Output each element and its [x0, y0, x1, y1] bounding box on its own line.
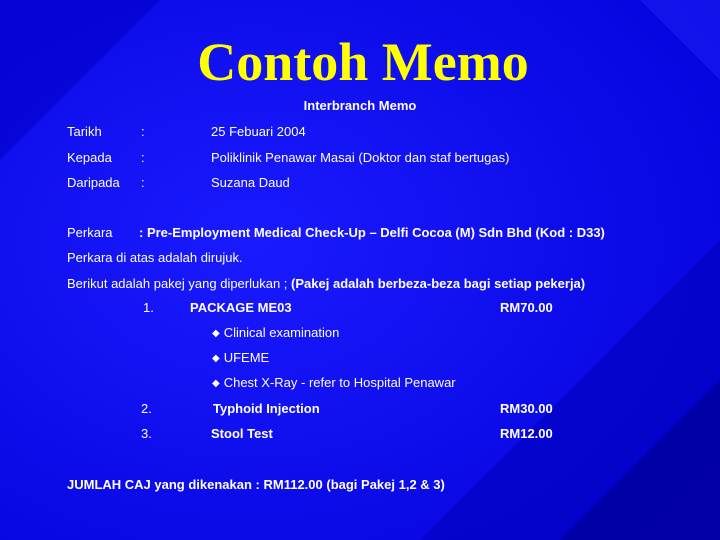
kepada-value: Poliklinik Penawar Masai (Doktor dan staf bertugas) — [211, 150, 510, 165]
slide-title: Contoh Memo — [197, 32, 529, 92]
package-content-text: Clinical examination — [223, 325, 340, 340]
perkara-value: : Pre-Employment Medical Check-Up – Delfi Cocoa (M) Sdn Bhd (Kod : D33) — [139, 225, 605, 240]
daripada-value: Suzana Daud — [211, 175, 290, 190]
package-content-item — [212, 325, 339, 340]
package-content-text: Chest X-Ray - refer to Hospital Penawar — [223, 375, 456, 390]
tarikh-separator: : — [141, 124, 145, 139]
package-content-item — [212, 375, 456, 390]
total-charge: JUMLAH CAJ yang dikenakan : RM112.00 (bagi Pakej 1,2 & 3) — [67, 477, 445, 492]
kepada-label: Kepada — [67, 150, 112, 165]
item-1-name: PACKAGE ME03 — [190, 300, 292, 315]
kepada-separator: : — [141, 150, 145, 165]
tarikh-label: Tarikh — [67, 124, 102, 139]
item-1-price: RM70.00 — [500, 300, 553, 315]
body-line-2 — [67, 276, 585, 291]
item-1-number: 1. — [143, 300, 154, 315]
item-3-price: RM12.00 — [500, 426, 553, 441]
package-content-text: UFEME — [223, 350, 270, 365]
diamond-bullet-icon: ◆ — [212, 378, 220, 389]
diamond-bullet-icon: ◆ — [212, 328, 220, 339]
perkara-label: Perkara — [67, 225, 113, 240]
item-2-price: RM30.00 — [500, 401, 553, 416]
body-line-1: Perkara di atas adalah dirujuk. — [67, 250, 243, 265]
daripada-separator: : — [141, 175, 145, 190]
body-line-2-bold: (Pakej adalah berbeza-beza bagi setiap pekerja) — [291, 276, 586, 291]
item-2-name: Typhoid Injection — [213, 401, 320, 416]
diamond-bullet-icon: ◆ — [212, 353, 220, 364]
item-3-name: Stool Test — [211, 426, 273, 441]
daripada-label: Daripada — [67, 175, 120, 190]
memo-subtitle: Interbranch Memo — [303, 98, 417, 113]
package-content-item — [212, 350, 269, 365]
item-2-number: 2. — [141, 401, 152, 416]
body-line-2-normal: Berikut adalah pakej yang diperlukan ; — [67, 276, 292, 291]
item-3-number: 3. — [141, 426, 152, 441]
tarikh-value: 25 Febuari 2004 — [211, 124, 306, 139]
